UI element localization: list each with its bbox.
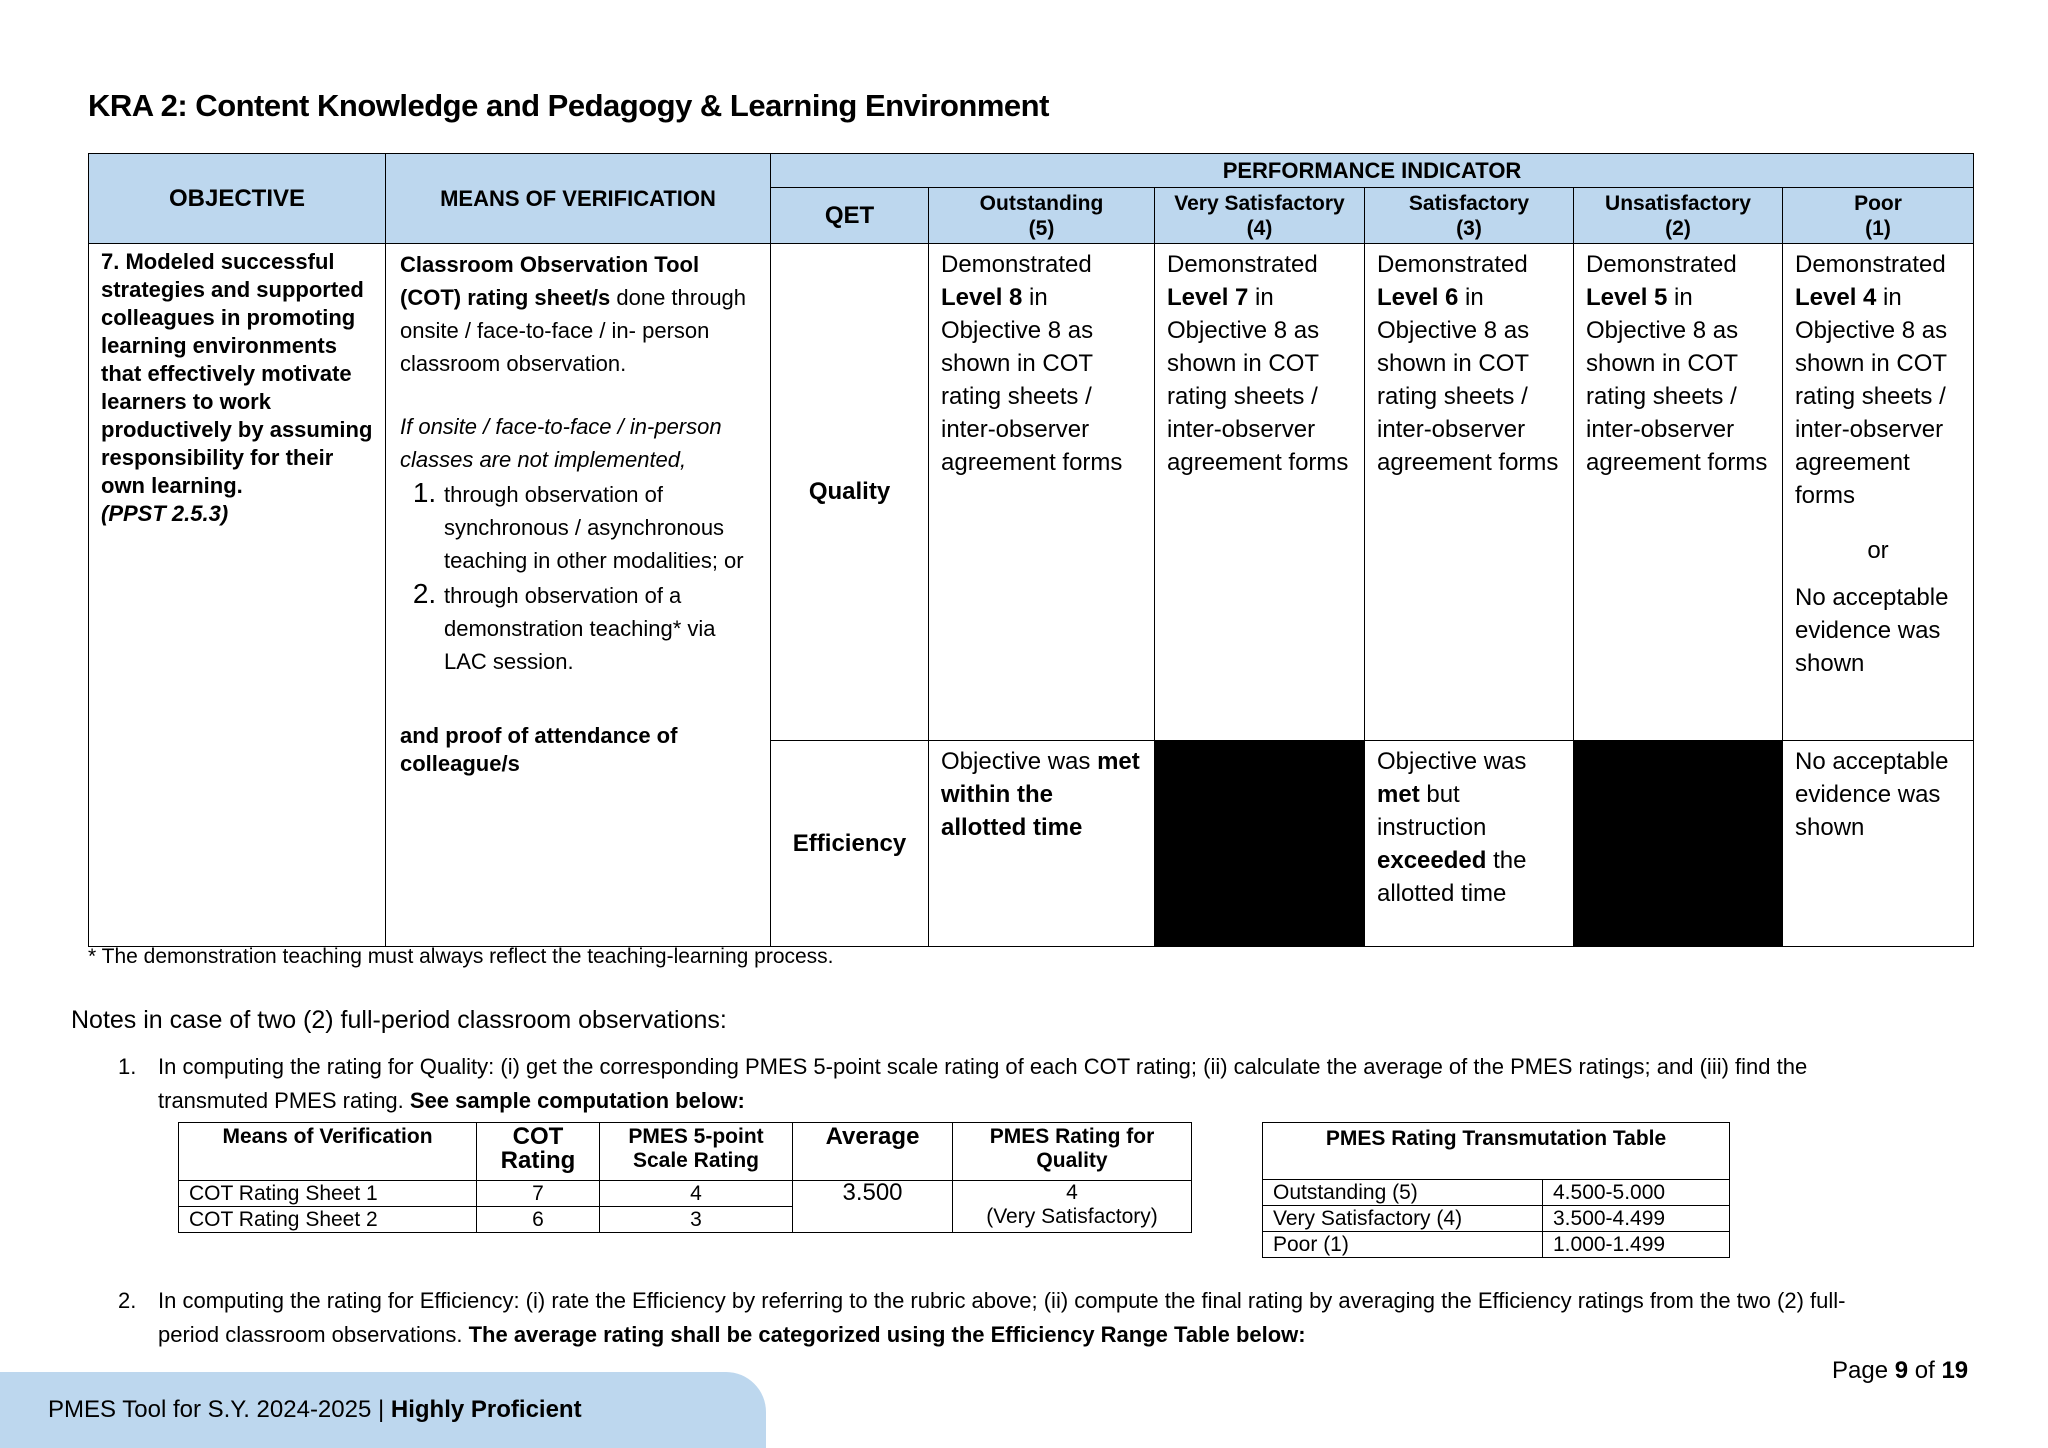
header-performance-indicator: PERFORMANCE INDICATOR: [771, 154, 1974, 188]
page-number: Page 9 of 19: [1832, 1357, 1969, 1384]
sample-average: 3.500: [793, 1181, 953, 1233]
trans-row-2-range: 3.500-4.499: [1543, 1206, 1730, 1232]
header-poor: Poor (1): [1783, 188, 1974, 244]
trans-row-3-range: 1.000-1.499: [1543, 1232, 1730, 1258]
efficiency-unsatisfactory-blank: [1574, 741, 1783, 947]
trans-row-1-label: Outstanding (5): [1263, 1180, 1543, 1206]
proof-text: and proof of attendance of colleague/s: [400, 723, 678, 776]
mov-item-1: 1. through observation of synchronous / asynchronous teaching in other modalities; or: [444, 476, 756, 577]
header-means: MEANS OF VERIFICATION: [386, 154, 771, 244]
quality-unsatisfactory: Demonstrated Level 5 in Objective 8 as shown in COT rating sheets / inter-observer agreement forms: [1574, 244, 1783, 741]
efficiency-very-satisfactory-blank: [1155, 741, 1365, 947]
sample-row-2-pmes: 3: [600, 1207, 793, 1233]
transmutation-table: [1262, 1122, 1730, 1258]
quality-outstanding: Demonstrated Level 8 in Objective 8 as shown in COT rating sheets / inter-observer agreement forms: [929, 244, 1155, 741]
trans-row-1-range: 4.500-5.000: [1543, 1180, 1730, 1206]
header-qet: QET: [771, 188, 929, 244]
no-evidence-text: No acceptable evidence was shown: [1795, 584, 1949, 677]
sample-header-cot: COT Rating: [477, 1123, 600, 1181]
means-of-verification-cell: Classroom Observation Tool (COT) rating sheet/s done through onsite / face-to-face / in- person classroom observation. If onsite / face-to-face / in-person classes are not implemented, 1. through observation of synchronous / asynchronous teaching in other modalities; or 2. through observation of a demonstration teaching* via LAC session. and proof of attendance of colleague/s: [386, 244, 771, 947]
footnote: * The demonstration teaching must always reflect the teaching-learning process.: [88, 945, 834, 968]
qet-efficiency: Efficiency: [771, 741, 929, 947]
header-unsatisfactory: Unsatisfactory (2): [1574, 188, 1783, 244]
ppst-reference: (PPST 2.5.3): [101, 501, 229, 526]
sample-row-2-mov: COT Rating Sheet 2: [179, 1207, 477, 1233]
notes-heading: Notes in case of two (2) full-period classroom observations:: [71, 1006, 727, 1034]
sample-final: 4 (Very Satisfactory): [953, 1181, 1192, 1233]
efficiency-satisfactory: Objective was met but instruction exceeded the allotted time: [1365, 741, 1574, 947]
efficiency-outstanding: Objective was met within the allotted time: [929, 741, 1155, 947]
sample-computation-table: [178, 1122, 1192, 1233]
page-title: KRA 2: Content Knowledge and Pedagogy & Learning Environment: [88, 88, 1049, 123]
mov-item-2: 2. through observation of a demonstration teaching* via LAC session.: [444, 577, 756, 678]
or-text: or: [1867, 537, 1889, 564]
transmutation-title: PMES Rating Transmutation Table: [1263, 1123, 1730, 1180]
sample-row-1-mov: COT Rating Sheet 1: [179, 1181, 477, 1207]
quality-very-satisfactory: Demonstrated Level 7 in Objective 8 as shown in COT rating sheets / inter-observer agreement forms: [1155, 244, 1365, 741]
sample-header-pmes: PMES 5-point Scale Rating: [600, 1123, 793, 1181]
footer-text: PMES Tool for S.Y. 2024-2025 | Highly Proficient: [48, 1396, 582, 1423]
kra-rubric-table: [88, 153, 1974, 947]
objective-cell: 7. Modeled successful strategies and supported colleagues in promoting learning environments that effectively motivate learners to work productively by assuming responsibility for their own learning. (PPST 2.5.3): [89, 244, 386, 947]
header-objective: OBJECTIVE: [89, 154, 386, 244]
condition-text: If onsite / face-to-face / in-person classes are not implemented,: [400, 414, 722, 472]
sample-row-1-cot: 7: [477, 1181, 600, 1207]
header-very-satisfactory: Very Satisfactory (4): [1155, 188, 1365, 244]
trans-row-2-label: Very Satisfactory (4): [1263, 1206, 1543, 1232]
header-satisfactory: Satisfactory (3): [1365, 188, 1574, 244]
trans-row-3-label: Poor (1): [1263, 1232, 1543, 1258]
header-outstanding: Outstanding (5): [929, 188, 1155, 244]
sample-row-2-cot: 6: [477, 1207, 600, 1233]
quality-satisfactory: Demonstrated Level 6 in Objective 8 as shown in COT rating sheets / inter-observer agreement forms: [1365, 244, 1574, 741]
sample-header-final: PMES Rating for Quality: [953, 1123, 1192, 1181]
sample-row-1-pmes: 4: [600, 1181, 793, 1207]
efficiency-poor: No acceptable evidence was shown: [1783, 741, 1974, 947]
sample-header-average: Average: [793, 1123, 953, 1181]
qet-quality: Quality: [771, 244, 929, 741]
quality-poor: Demonstrated Level 4 in Objective 8 as shown in COT rating sheets / inter-observer agreement forms or No acceptable evidence was shown: [1783, 244, 1974, 741]
sample-header-mov: Means of Verification: [179, 1123, 477, 1181]
